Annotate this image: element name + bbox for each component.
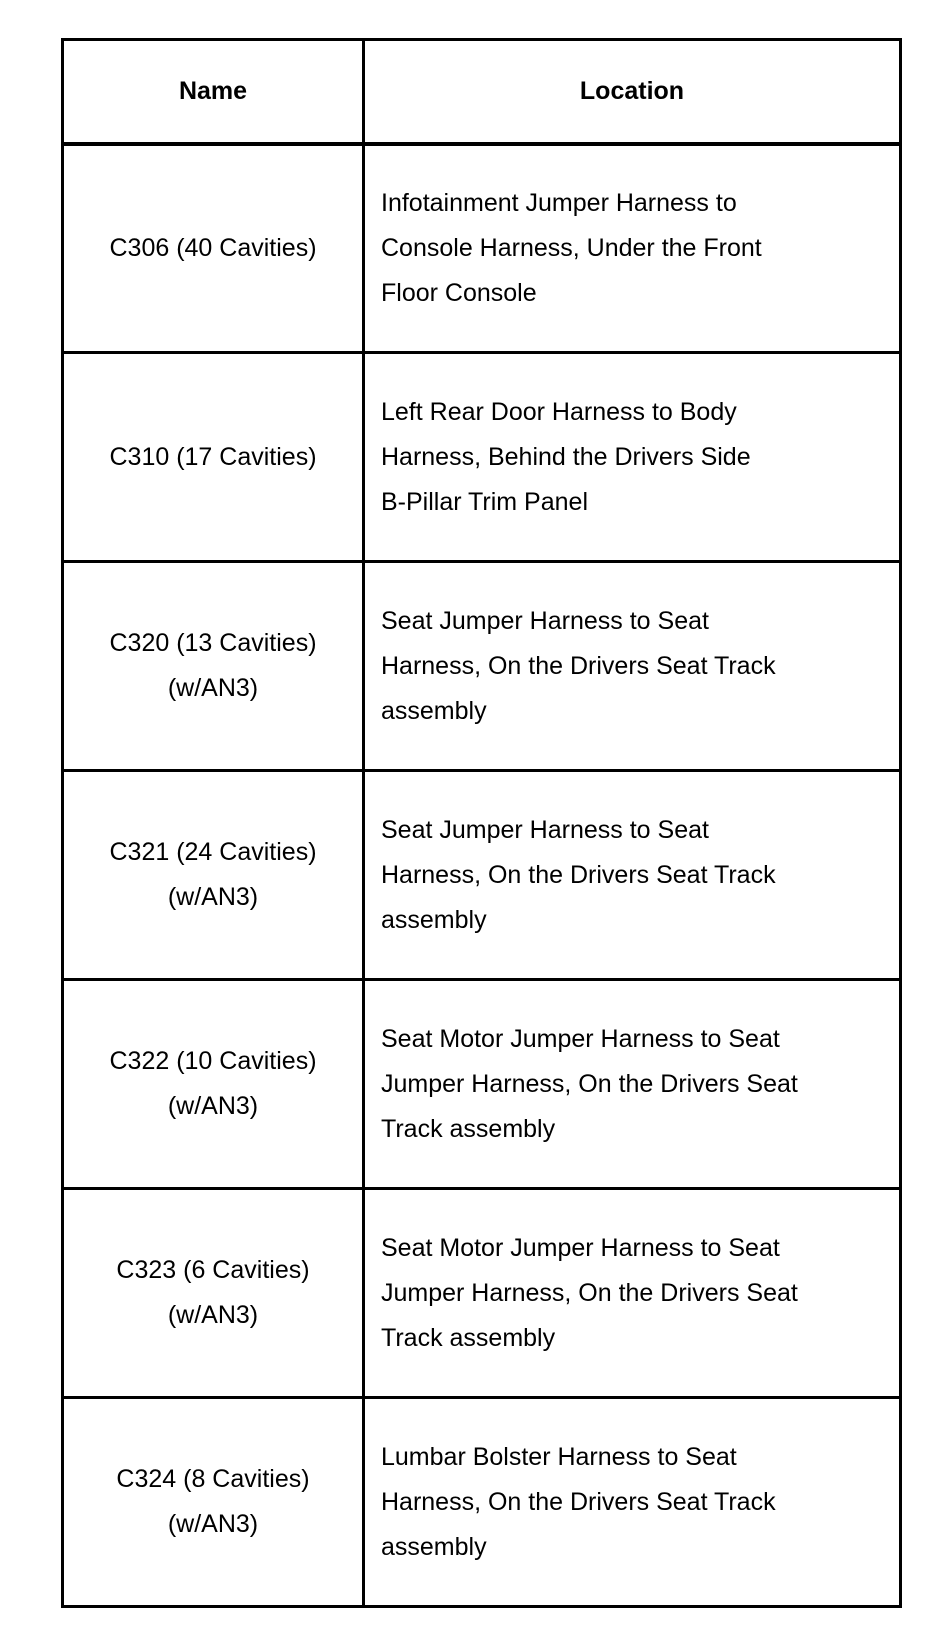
location-line: B-Pillar Trim Panel <box>381 487 588 516</box>
location-line: Jumper Harness, On the Drivers Seat <box>381 1278 798 1307</box>
table-row <box>63 353 901 562</box>
location-line: Harness, On the Drivers Seat Track <box>381 651 776 680</box>
connector-name: C322 (10 Cavities) <box>109 1047 317 1075</box>
connector-location-cell <box>364 353 901 562</box>
table-body <box>63 144 901 1607</box>
table-header-row <box>63 40 901 144</box>
location-line: Floor Console <box>381 278 537 307</box>
location-line: Seat Motor Jumper Harness to Seat <box>381 1233 780 1262</box>
table-row <box>63 771 901 980</box>
connector-name: C321 (24 Cavities) <box>109 838 317 866</box>
connector-location-cell <box>364 1398 901 1607</box>
connector-name: C323 (6 Cavities) <box>116 1256 310 1284</box>
header-location: Location <box>364 40 901 144</box>
location-line: Track assembly <box>381 1323 556 1352</box>
connector-option: (w/AN3) <box>167 674 259 702</box>
connector-name-cell <box>63 562 364 771</box>
location-line: Harness, Behind the Drivers Side <box>381 442 751 471</box>
connector-name-cell <box>63 353 364 562</box>
table-row <box>63 562 901 771</box>
location-line: Console Harness, Under the Front <box>381 233 762 262</box>
connector-table <box>61 38 902 1608</box>
connector-name-cell <box>63 980 364 1189</box>
connector-option: (w/AN3) <box>167 883 259 911</box>
location-line: Seat Jumper Harness to Seat <box>381 815 709 844</box>
connector-name-cell <box>63 771 364 980</box>
connector-name: C324 (8 Cavities) <box>116 1465 310 1493</box>
connector-name-cell <box>63 144 364 353</box>
location-line: assembly <box>381 1532 487 1561</box>
location-line: Infotainment Jumper Harness to <box>381 188 737 217</box>
table-row <box>63 1398 901 1607</box>
table-row <box>63 1189 901 1398</box>
location-line: Jumper Harness, On the Drivers Seat <box>381 1069 798 1098</box>
table-row <box>63 144 901 353</box>
location-line: assembly <box>381 905 487 934</box>
location-line: assembly <box>381 696 487 725</box>
connector-name-cell <box>63 1398 364 1607</box>
connector-option: (w/AN3) <box>167 1301 259 1329</box>
connector-location-cell <box>364 980 901 1189</box>
connector-name: C320 (13 Cavities) <box>109 629 317 657</box>
connector-location-cell <box>364 771 901 980</box>
connector-location-cell <box>364 1189 901 1398</box>
table-row <box>63 980 901 1189</box>
connector-location-cell <box>364 562 901 771</box>
location-line: Track assembly <box>381 1114 556 1143</box>
header-name: Name <box>63 40 364 144</box>
location-line: Left Rear Door Harness to Body <box>381 397 737 426</box>
location-line: Seat Motor Jumper Harness to Seat <box>381 1024 780 1053</box>
connector-name: C306 (40 Cavities) <box>109 233 317 262</box>
location-line: Seat Jumper Harness to Seat <box>381 606 709 635</box>
connector-location-cell <box>364 144 901 353</box>
location-line: Harness, On the Drivers Seat Track <box>381 1487 776 1516</box>
connector-name-cell <box>63 1189 364 1398</box>
location-line: Lumbar Bolster Harness to Seat <box>381 1442 737 1471</box>
connector-option: (w/AN3) <box>167 1092 259 1120</box>
connector-option: (w/AN3) <box>167 1510 259 1538</box>
connector-name: C310 (17 Cavities) <box>109 442 317 471</box>
location-line: Harness, On the Drivers Seat Track <box>381 860 776 889</box>
